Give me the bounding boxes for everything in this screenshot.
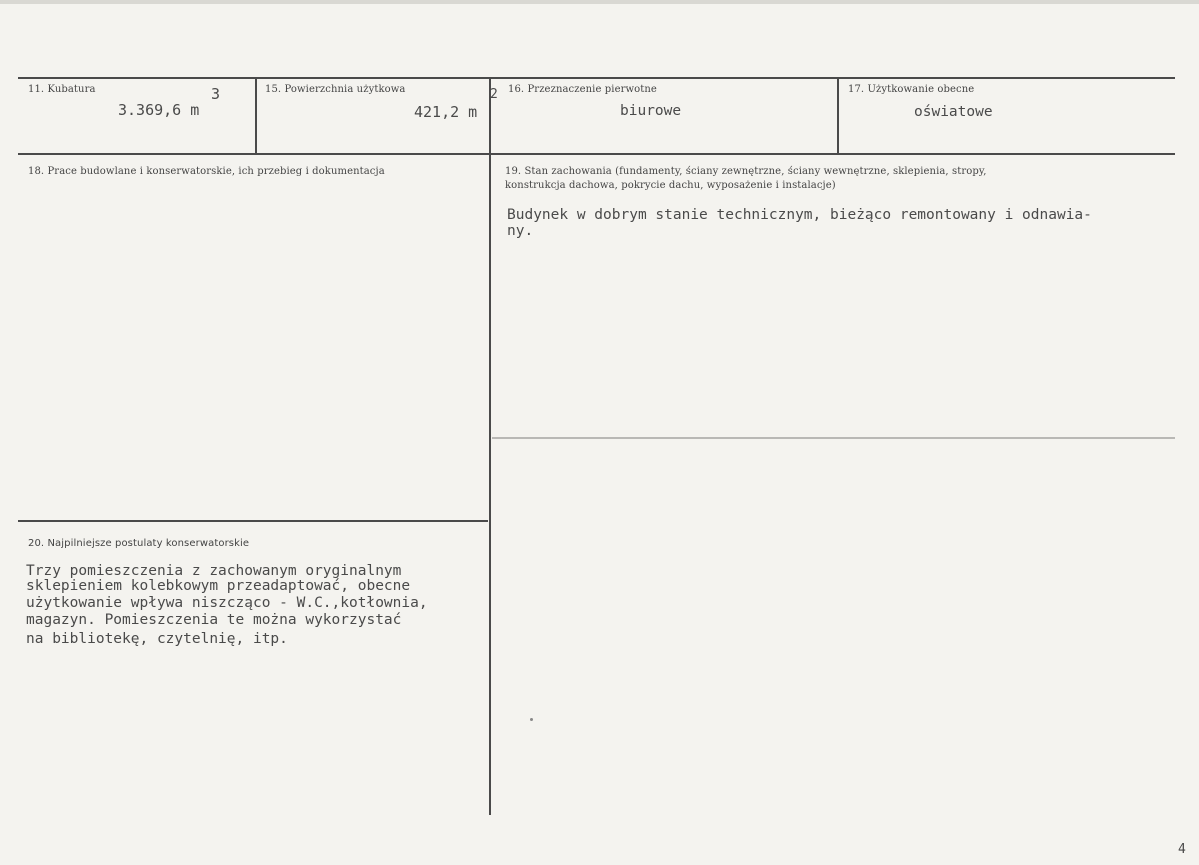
postulaty-text bbox=[26, 562, 428, 649]
powierzchnia-value: 421,2 m bbox=[414, 103, 478, 121]
page-mark: 4 bbox=[1178, 842, 1186, 857]
przeznaczenie-value: biurowe bbox=[620, 103, 682, 119]
uzytkowanie-value: oświatowe bbox=[914, 104, 993, 120]
kubatura-exponent: 3 bbox=[211, 85, 221, 103]
powierzchnia-label: 15. Powierzchnia użytkowa bbox=[265, 84, 406, 95]
postulaty-line-1: Trzy pomieszczenia z zachowanym oryginalnym bbox=[26, 563, 402, 579]
rule-middle bbox=[18, 153, 1175, 155]
rule-v1 bbox=[255, 77, 257, 154]
speck-1 bbox=[530, 718, 533, 721]
kubatura-label: 11. Kubatura bbox=[28, 84, 96, 95]
stan-text-line2: ny. bbox=[507, 223, 534, 239]
prace-label: 18. Prace budowlane i konserwatorskie, ich przebieg i dokumentacja bbox=[28, 166, 385, 177]
stan-text-line1: Budynek w dobrym stanie technicznym, bieżąco remontowany i odnawia- bbox=[507, 207, 1092, 223]
kubatura-value: 3.369,6 m bbox=[118, 101, 200, 119]
postulaty-line-3: użytkowanie wpływa niszcząco - W.C.,kotłownia, bbox=[26, 595, 428, 611]
postulaty-label: 20. Najpilniejsze postulaty konserwatorskie bbox=[28, 538, 250, 549]
uzytkowanie-label: 17. Użytkowanie obecne bbox=[848, 84, 975, 95]
rule-left-lower bbox=[18, 520, 488, 522]
rule-top bbox=[18, 77, 1175, 79]
card-top-edge bbox=[0, 0, 1199, 4]
postulaty-line-4: magazyn. Pomieszczenia te można wykorzystać bbox=[26, 612, 402, 628]
rule-right-faint bbox=[492, 437, 1175, 439]
rule-v3 bbox=[837, 77, 839, 154]
powierzchnia-exponent: 2 bbox=[490, 87, 498, 102]
przeznaczenie-label: 16. Przeznaczenie pierwotne bbox=[508, 84, 657, 95]
postulaty-line-5: na bibliotekę, czytelnię, itp. bbox=[26, 631, 288, 647]
postulaty-line-2: sklepieniem kolebkowym przeadaptować, obecne bbox=[26, 578, 411, 594]
rule-v2 bbox=[489, 77, 491, 815]
stan-label-line2: konstrukcja dachowa, pokrycie dachu, wyposażenie i instalacje) bbox=[505, 180, 836, 191]
stan-label-line1: 19. Stan zachowania (fundamenty, ściany zewnętrzne, ściany wewnętrzne, sklepienia, stropy, bbox=[505, 166, 987, 177]
